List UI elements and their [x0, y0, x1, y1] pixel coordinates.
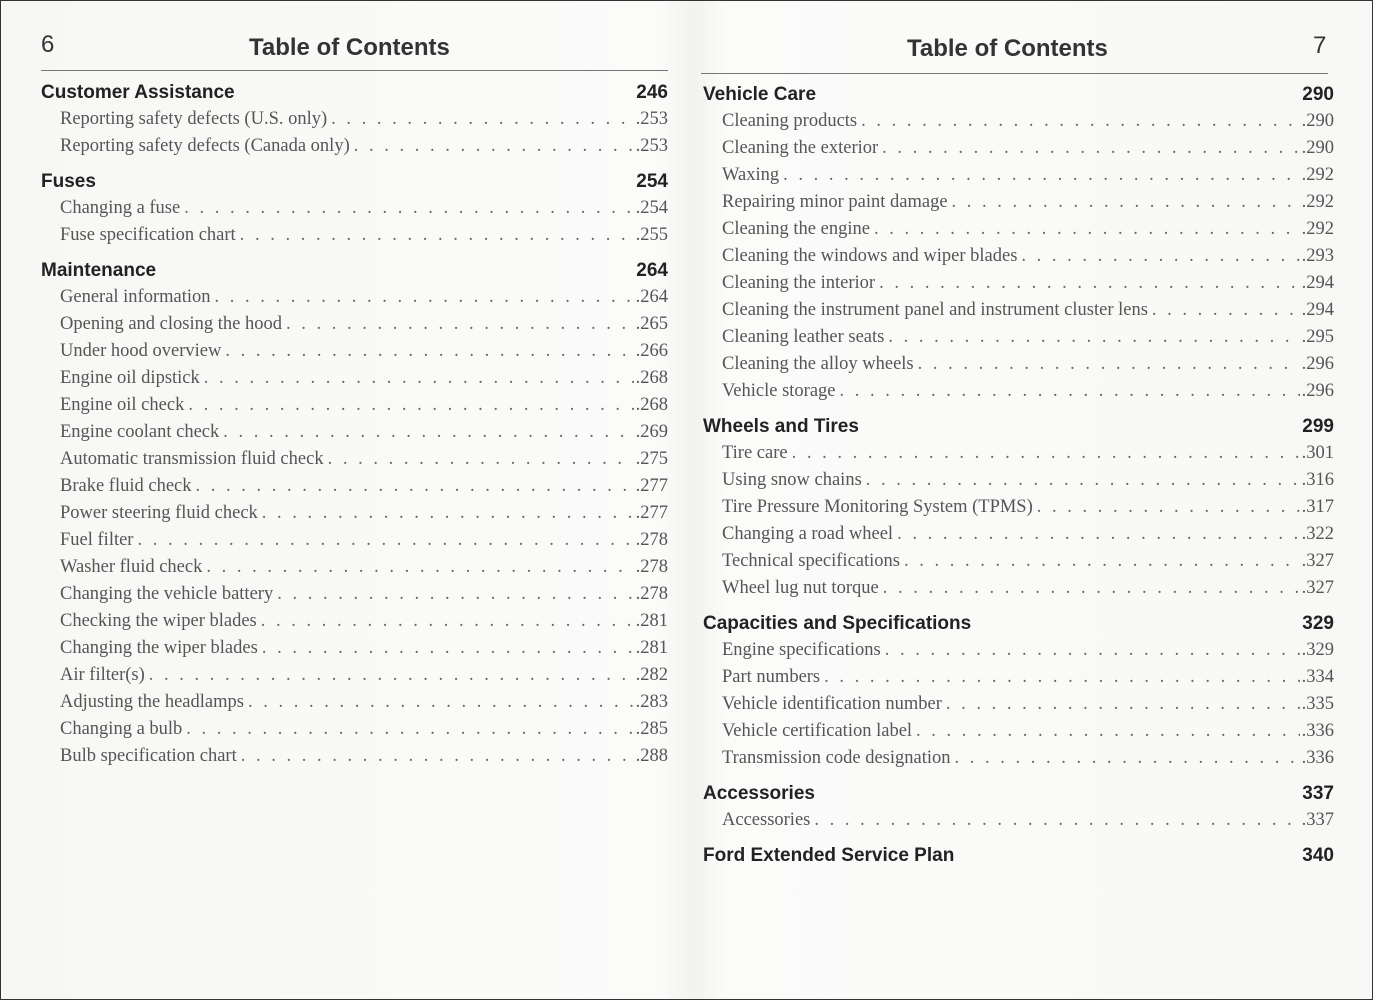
entry-page: .327: [1301, 578, 1334, 598]
entry-page: .290: [1301, 111, 1334, 131]
toc-entry[interactable]: [703, 351, 1334, 378]
toc-section: [703, 413, 1334, 602]
dot-leader: [885, 637, 1300, 664]
section-page: 340: [1302, 845, 1334, 866]
entry-page: .290: [1301, 138, 1334, 158]
toc-entry[interactable]: [703, 575, 1334, 602]
entry-page: .292: [1301, 219, 1334, 239]
toc-entry[interactable]: [703, 718, 1334, 745]
toc-entry[interactable]: [703, 467, 1334, 494]
entry-label: Cleaning products: [722, 111, 858, 131]
section-heading[interactable]: [703, 81, 1334, 108]
toc-entry[interactable]: [41, 689, 668, 716]
toc-entry[interactable]: [703, 378, 1334, 405]
entry-label: Bulb specification chart: [60, 746, 237, 766]
dot-leader: [206, 554, 633, 581]
toc-entry[interactable]: [41, 195, 668, 222]
title-rule: [41, 70, 668, 71]
dot-leader: [223, 419, 633, 446]
section-heading[interactable]: [41, 257, 668, 284]
section-page: 329: [1302, 613, 1334, 634]
toc-entry[interactable]: [41, 635, 668, 662]
section-title: Ford Extended Service Plan: [703, 845, 955, 866]
entry-label: Checking the wiper blades: [60, 611, 257, 631]
entry-page: .317: [1301, 497, 1334, 517]
toc-entry[interactable]: [703, 664, 1334, 691]
entry-label: Power steering fluid check: [60, 503, 258, 523]
entry-page: .266: [635, 341, 668, 361]
toc-entry[interactable]: [703, 108, 1334, 135]
toc-entry[interactable]: [41, 527, 668, 554]
dot-leader: [946, 691, 1300, 718]
toc-entry[interactable]: [703, 216, 1334, 243]
title-rule: [701, 73, 1328, 74]
section-heading[interactable]: [703, 413, 1334, 440]
toc-entry[interactable]: [41, 581, 668, 608]
left-page: [1, 1, 687, 999]
toc-entry[interactable]: [41, 419, 668, 446]
entry-label: Tire Pressure Monitoring System (TPMS): [722, 497, 1033, 517]
entry-label: Opening and closing the hood: [60, 314, 282, 334]
dot-leader: [824, 664, 1299, 691]
entry-page: .254: [635, 198, 668, 218]
dot-leader: [861, 108, 1299, 135]
toc-entry[interactable]: [703, 297, 1334, 324]
toc-entry[interactable]: [703, 637, 1334, 664]
dot-leader: [331, 106, 633, 133]
toc-entry[interactable]: [41, 311, 668, 338]
entry-label: Reporting safety defects (U.S. only): [60, 109, 328, 129]
toc-entry[interactable]: [41, 133, 668, 160]
entry-page: .281: [635, 611, 668, 631]
toc-entry[interactable]: [41, 554, 668, 581]
entry-page: .278: [635, 557, 668, 577]
entry-page: .293: [1301, 246, 1334, 266]
entry-page: .292: [1301, 192, 1334, 212]
section-page: 299: [1302, 416, 1334, 437]
section-title: Accessories: [703, 783, 815, 804]
toc-list: [41, 79, 668, 778]
entry-label: Washer fluid check: [60, 557, 203, 577]
entry-label: Changing the vehicle battery: [60, 584, 274, 604]
entry-page: .253: [635, 136, 668, 156]
dot-leader: [196, 473, 634, 500]
entry-label: Part numbers: [722, 667, 821, 687]
entry-page: .335: [1301, 694, 1334, 714]
dot-leader: [225, 338, 633, 365]
dot-leader: [1021, 243, 1299, 270]
dot-leader: [137, 527, 633, 554]
toc-entry[interactable]: [703, 162, 1334, 189]
section-heading[interactable]: [41, 168, 668, 195]
dot-leader: [918, 351, 1300, 378]
section-page: 290: [1302, 84, 1334, 105]
toc-entry[interactable]: [41, 716, 668, 743]
section-page: 254: [636, 171, 668, 192]
toc-entry[interactable]: [41, 222, 668, 249]
entry-page: .296: [1301, 354, 1334, 374]
toc-section: [703, 610, 1334, 772]
entry-label: Waxing: [722, 165, 780, 185]
entry-label: Air filter(s): [60, 665, 145, 685]
section-heading[interactable]: [703, 842, 1334, 869]
entry-label: Accessories: [722, 810, 811, 830]
entry-page: .329: [1301, 640, 1334, 660]
section-heading[interactable]: [703, 610, 1334, 637]
toc-section: [41, 257, 668, 770]
toc-entry[interactable]: [41, 473, 668, 500]
dot-leader: [840, 378, 1300, 405]
entry-page: .322: [1301, 524, 1334, 544]
section-title: Vehicle Care: [703, 84, 817, 105]
entry-label: Transmission code designation: [722, 748, 951, 768]
dot-leader: [240, 222, 634, 249]
toc-entry[interactable]: [41, 392, 668, 419]
entry-page: .268: [635, 395, 668, 415]
dot-leader: [215, 284, 634, 311]
toc-entry[interactable]: [703, 691, 1334, 718]
entry-page: .265: [635, 314, 668, 334]
section-title: Maintenance: [41, 260, 157, 281]
entry-label: Vehicle storage: [722, 381, 836, 401]
entry-label: Cleaning the engine: [722, 219, 870, 239]
entry-label: Vehicle certification label: [722, 721, 913, 741]
toc-entry[interactable]: [41, 365, 668, 392]
entry-label: Changing a bulb: [60, 719, 183, 739]
entry-page: .275: [635, 449, 668, 469]
entry-label: Tire care: [722, 443, 788, 463]
entry-label: Cleaning the exterior: [722, 138, 879, 158]
section-page: 246: [636, 82, 668, 103]
toc-entry[interactable]: [703, 440, 1334, 467]
entry-label: Cleaning the windows and wiper blades: [722, 246, 1018, 266]
entry-page: .336: [1301, 721, 1334, 741]
toc-entry[interactable]: [703, 135, 1334, 162]
dot-leader: [814, 807, 1299, 834]
section-title: Customer Assistance: [41, 82, 235, 103]
section-heading[interactable]: [703, 780, 1334, 807]
entry-label: Changing a road wheel: [722, 524, 894, 544]
toc-entry[interactable]: [703, 745, 1334, 772]
entry-label: Engine oil check: [60, 395, 185, 415]
page-number: 6: [41, 31, 55, 58]
entry-label: Cleaning the instrument panel and instrument cluster lens: [722, 300, 1148, 320]
dot-leader: [262, 500, 634, 527]
dot-leader: [261, 608, 634, 635]
dot-leader: [149, 662, 634, 689]
toc-entry[interactable]: [703, 521, 1334, 548]
entry-page: .294: [1301, 300, 1334, 320]
toc-entry[interactable]: [41, 608, 668, 635]
entry-page: .281: [635, 638, 668, 658]
entry-label: Using snow chains: [722, 470, 862, 490]
entry-label: Fuse specification chart: [60, 225, 236, 245]
entry-label: Changing a fuse: [60, 198, 181, 218]
entry-page: .337: [1301, 810, 1334, 830]
entry-label: Fuel filter: [60, 530, 134, 550]
entry-label: Repairing minor paint damage: [722, 192, 948, 212]
toc-entry[interactable]: [703, 807, 1334, 834]
page-number: 7: [1313, 32, 1327, 59]
entry-page: .334: [1301, 667, 1334, 687]
toc-section: [703, 842, 1334, 869]
dot-leader: [916, 718, 1300, 745]
toc-section: [41, 168, 668, 249]
entry-label: Automatic transmission fluid check: [60, 449, 324, 469]
dot-leader: [184, 195, 633, 222]
entry-page: .278: [635, 530, 668, 550]
toc-section: [703, 780, 1334, 834]
entry-label: Under hood overview: [60, 341, 222, 361]
entry-page: .283: [635, 692, 668, 712]
entry-page: .264: [635, 287, 668, 307]
dot-leader: [277, 581, 633, 608]
entry-label: Vehicle identification number: [722, 694, 942, 714]
entry-page: .292: [1301, 165, 1334, 185]
toc-entry[interactable]: [703, 324, 1334, 351]
entry-label: Engine coolant check: [60, 422, 220, 442]
dot-leader: [888, 324, 1299, 351]
dot-leader: [952, 189, 1300, 216]
dot-leader: [879, 270, 1300, 297]
entry-page: .285: [635, 719, 668, 739]
dot-leader: [262, 635, 634, 662]
entry-page: .255: [635, 225, 668, 245]
entry-page: .295: [1301, 327, 1334, 347]
entry-label: Changing the wiper blades: [60, 638, 258, 658]
entry-label: Reporting safety defects (Canada only): [60, 136, 350, 156]
entry-page: .288: [635, 746, 668, 766]
toc-entry[interactable]: [703, 243, 1334, 270]
entry-label: General information: [60, 287, 211, 307]
dot-leader: [248, 689, 634, 716]
dot-leader: [904, 548, 1300, 575]
dot-leader: [883, 575, 1300, 602]
entry-page: .278: [635, 584, 668, 604]
toc-entry[interactable]: [41, 743, 668, 770]
toc-entry[interactable]: [41, 446, 668, 473]
dot-leader: [241, 743, 634, 770]
dot-leader: [286, 311, 634, 338]
entry-page: .316: [1301, 470, 1334, 490]
toc-entry[interactable]: [703, 189, 1334, 216]
entry-label: Cleaning the alloy wheels: [722, 354, 914, 374]
dot-leader: [188, 392, 633, 419]
entry-page: .268: [635, 368, 668, 388]
toc-entry[interactable]: [41, 500, 668, 527]
entry-label: Cleaning leather seats: [722, 327, 885, 347]
toc-entry[interactable]: [41, 106, 668, 133]
section-page: 337: [1302, 783, 1334, 804]
toc-section: [41, 79, 668, 160]
toc-entry[interactable]: [41, 662, 668, 689]
entry-label: Engine specifications: [722, 640, 881, 660]
entry-label: Brake fluid check: [60, 476, 192, 496]
entry-page: .301: [1301, 443, 1334, 463]
dot-leader: [882, 135, 1299, 162]
dot-leader: [186, 716, 633, 743]
entry-label: Engine oil dipstick: [60, 368, 200, 388]
section-heading[interactable]: [41, 79, 668, 106]
entry-page: .253: [635, 109, 668, 129]
entry-page: .336: [1301, 748, 1334, 768]
page-title: Table of Contents: [907, 35, 1108, 62]
dot-leader: [354, 133, 634, 160]
entry-page: .277: [635, 476, 668, 496]
entry-page: .277: [635, 503, 668, 523]
section-page: 264: [636, 260, 668, 281]
toc-section: [703, 81, 1334, 405]
dot-leader: [866, 467, 1300, 494]
section-title: Fuses: [41, 171, 96, 192]
toc-entry[interactable]: [703, 548, 1334, 575]
dot-leader: [783, 162, 1300, 189]
entry-label: Technical specifications: [722, 551, 900, 571]
dot-leader: [874, 216, 1300, 243]
right-page: [687, 1, 1372, 999]
dot-leader: [1037, 494, 1300, 521]
entry-page: .327: [1301, 551, 1334, 571]
dot-leader: [792, 440, 1300, 467]
entry-label: Wheel lug nut torque: [722, 578, 879, 598]
section-title: Wheels and Tires: [703, 416, 859, 437]
entry-label: Adjusting the headlamps: [60, 692, 244, 712]
page-title: Table of Contents: [249, 34, 450, 61]
toc-entry[interactable]: [703, 494, 1334, 521]
dot-leader: [897, 521, 1300, 548]
entry-page: .296: [1301, 381, 1334, 401]
dot-leader: [328, 446, 634, 473]
dot-leader: [1152, 297, 1300, 324]
entry-page: .282: [635, 665, 668, 685]
toc-entry[interactable]: [41, 338, 668, 365]
entry-page: .294: [1301, 273, 1334, 293]
dot-leader: [955, 745, 1300, 772]
section-title: Capacities and Specifications: [703, 613, 972, 634]
entry-page: .269: [635, 422, 668, 442]
toc-entry[interactable]: [41, 284, 668, 311]
dot-leader: [204, 365, 634, 392]
toc-list: [703, 81, 1334, 877]
toc-entry[interactable]: [703, 270, 1334, 297]
entry-label: Cleaning the interior: [722, 273, 876, 293]
